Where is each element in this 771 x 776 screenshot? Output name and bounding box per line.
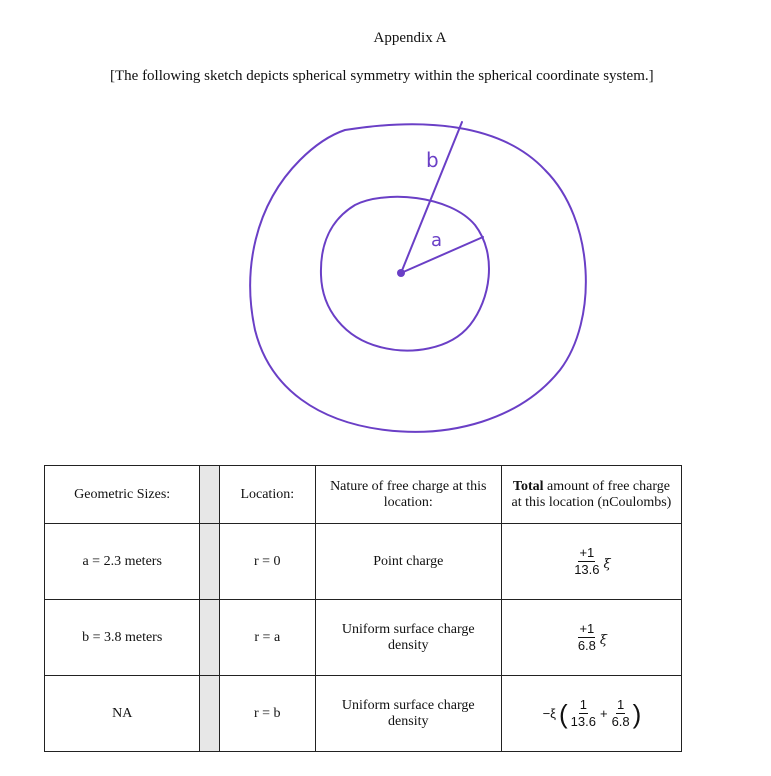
table-header-row bbox=[45, 466, 682, 524]
cell-location: r = b bbox=[219, 676, 315, 752]
cell-nature: Uniform surface charge density bbox=[315, 600, 501, 676]
charge-expression bbox=[576, 622, 607, 653]
charge-table bbox=[44, 465, 682, 752]
charge-fraction bbox=[574, 546, 599, 577]
table-row bbox=[45, 524, 682, 600]
fraction-numerator: 1 bbox=[579, 697, 587, 712]
header-total-rest: amount of free charge at this location (nCoulombs) bbox=[511, 478, 672, 510]
xi-symbol: ξ bbox=[603, 557, 611, 572]
xi-symbol: ξ bbox=[599, 633, 608, 648]
cell-nature: Uniform surface charge density bbox=[315, 676, 501, 752]
fraction-denominator: 13.6 bbox=[570, 714, 596, 729]
cell-charge bbox=[501, 600, 681, 676]
fraction-numerator: +1 bbox=[579, 545, 595, 560]
center-point bbox=[397, 269, 405, 277]
outer-circle bbox=[250, 124, 586, 432]
fraction-denominator: 6.8 bbox=[577, 638, 596, 653]
header-geometric-sizes: Geometric Sizes: bbox=[45, 466, 200, 524]
plus-sign: + bbox=[599, 706, 608, 721]
page-title: Appendix A bbox=[373, 30, 447, 46]
charge-fraction bbox=[571, 698, 596, 729]
gray-spacer-column bbox=[200, 524, 220, 600]
gray-spacer-column bbox=[200, 466, 220, 524]
fraction-denominator: 13.6 bbox=[574, 562, 600, 577]
label-a: a bbox=[431, 230, 443, 251]
left-paren: ( bbox=[558, 698, 568, 729]
charge-expression bbox=[572, 546, 610, 577]
cell-charge bbox=[501, 524, 681, 600]
page-subtitle: [The following sketch depicts spherical symmetry within the spherical coordinate system.] bbox=[110, 68, 654, 84]
gray-spacer-column bbox=[200, 600, 220, 676]
fraction-numerator: +1 bbox=[579, 621, 595, 636]
gray-spacer-column bbox=[200, 676, 220, 752]
charge-fraction bbox=[612, 698, 630, 729]
inner-circle bbox=[321, 197, 489, 351]
fraction-denominator: 6.8 bbox=[611, 714, 630, 729]
cell-charge bbox=[501, 676, 681, 752]
fraction-numerator: 1 bbox=[616, 697, 625, 712]
header-total-bold: Total bbox=[512, 478, 544, 494]
right-paren: ) bbox=[632, 698, 642, 729]
cell-location: r = 0 bbox=[219, 524, 315, 600]
negative-xi-prefix: −ξ bbox=[542, 706, 556, 721]
charge-expression bbox=[541, 698, 643, 729]
cell-size: a = 2.3 meters bbox=[45, 524, 200, 600]
label-b: b bbox=[426, 148, 439, 172]
cell-size: b = 3.8 meters bbox=[45, 600, 200, 676]
spherical-sketch bbox=[0, 100, 771, 450]
cell-nature: Point charge bbox=[315, 524, 501, 600]
header-total-charge bbox=[501, 466, 681, 524]
charge-fraction bbox=[578, 622, 596, 653]
header-nature: Nature of free charge at this location: bbox=[315, 466, 501, 524]
cell-size: NA bbox=[45, 676, 200, 752]
cell-location: r = a bbox=[219, 600, 315, 676]
table-row bbox=[45, 676, 682, 752]
table-row bbox=[45, 600, 682, 676]
header-location: Location: bbox=[219, 466, 315, 524]
